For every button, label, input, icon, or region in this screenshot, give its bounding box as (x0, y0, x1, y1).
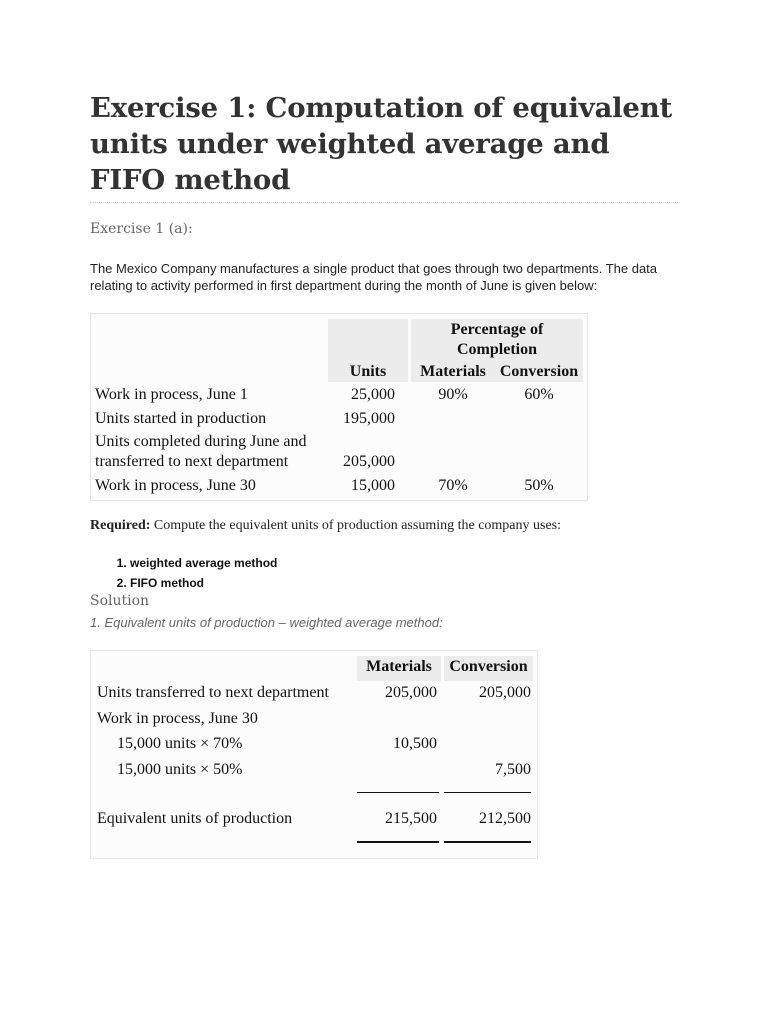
row-units: 25,000 (351, 386, 395, 403)
subtotal-rule (357, 792, 439, 793)
solution-subheading: 1. Equivalent units of production – weighted average method: (90, 615, 443, 630)
row-materials: 10,500 (393, 735, 437, 752)
units-header: Units (349, 363, 387, 380)
exercise-subheading: Exercise 1 (a): (90, 221, 193, 237)
row-units: 15,000 (351, 477, 395, 494)
row-label: Units completed during June and (95, 433, 307, 450)
row-units: 205,000 (343, 453, 395, 470)
total-materials: 215,500 (385, 810, 437, 827)
row-label: Units transferred to next department (97, 684, 329, 701)
row-label: Work in process, June 1 (95, 386, 248, 403)
list-item: 1. weighted average method (130, 553, 277, 573)
row-label: 15,000 units × 50% (117, 761, 243, 778)
materials-header: Materials (420, 363, 486, 380)
row-label: 15,000 units × 70% (117, 735, 243, 752)
row-conversion: 60% (524, 386, 554, 403)
required-text: Compute the equivalent units of production assuming the company uses: (153, 518, 562, 533)
row-label: Units started in production (95, 410, 267, 427)
intro-paragraph: The Mexico Company manufactures a single product that goes through two departments. The data relating to activity performed in first department during the month of June is given below: (90, 261, 658, 293)
solution-heading: Solution (90, 593, 150, 609)
required-label: Required: (90, 518, 151, 533)
row-label: Work in process, June 30 (95, 477, 256, 494)
title-divider (90, 202, 680, 203)
total-rule (357, 841, 439, 843)
percentage-header: Percentage of Completion (450, 321, 544, 358)
page-title: Exercise 1: Computation of equivalent units under weighted average and FIFO method (90, 92, 673, 196)
row-materials: 90% (438, 386, 468, 403)
equivalent-units-table (90, 650, 538, 859)
row-label: Work in process, June 30 (97, 710, 258, 727)
total-label: Equivalent units of production (97, 810, 293, 827)
total-conversion: 212,500 (479, 810, 531, 827)
methods-list (90, 553, 277, 593)
list-item: 2. FIFO method (130, 573, 277, 593)
row-conversion: 7,500 (495, 761, 531, 778)
conversion-header: Conversion (499, 363, 579, 380)
row-conversion: 50% (524, 477, 554, 494)
materials-header: Materials (366, 658, 432, 675)
subtotal-rule (444, 792, 531, 793)
activity-data-table (90, 313, 588, 501)
row-label: transferred to next department (95, 453, 289, 470)
row-units: 195,000 (343, 410, 395, 427)
row-materials: 70% (438, 477, 468, 494)
row-materials: 205,000 (385, 684, 437, 701)
conversion-header: Conversion (449, 658, 528, 675)
total-rule (444, 841, 531, 843)
row-conversion: 205,000 (479, 684, 531, 701)
required-paragraph (90, 518, 561, 534)
